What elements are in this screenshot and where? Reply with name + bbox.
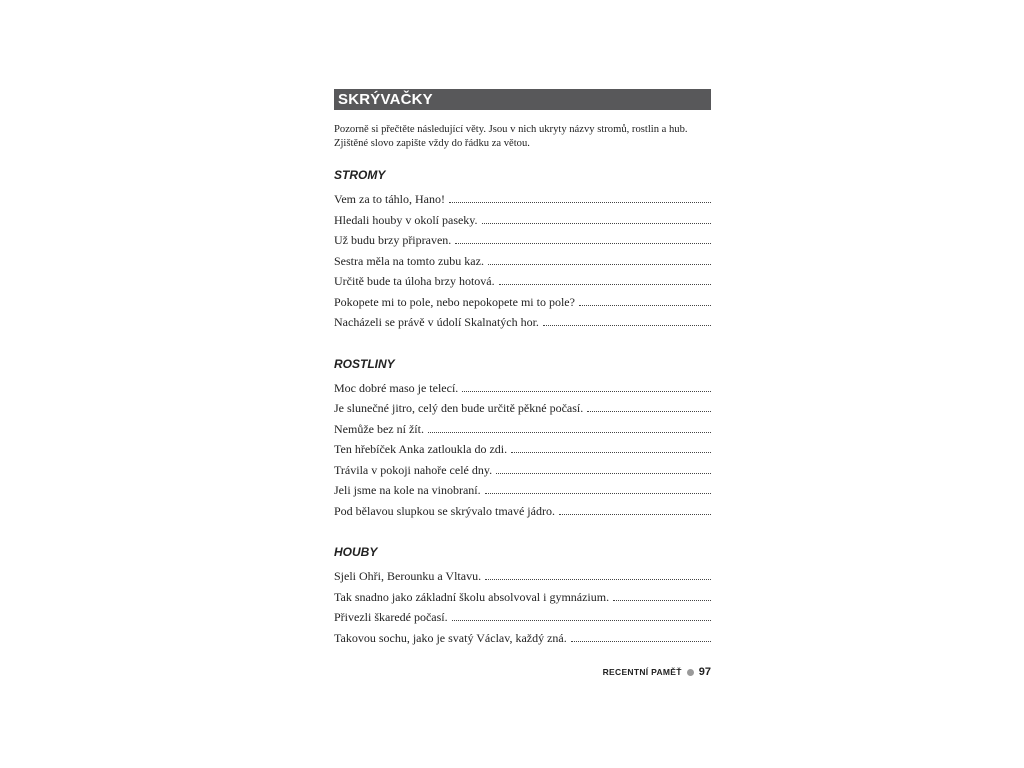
sentence: Je slunečné jitro, celý den bude určitě pěkné počasí.: [334, 401, 584, 415]
sentence: Vem za to táhlo, Hano!: [334, 192, 445, 206]
bullet-icon: [687, 669, 694, 676]
sentence: Hledali houby v okolí paseky.: [334, 212, 478, 227]
intro-text: Pozorně si přečtěte následující věty. Jsou v nich ukryty názvy stromů, rostlin a hub. Zjištěné slovo zapište vždy do řádku za větou.: [334, 124, 688, 149]
answer-field[interactable]: [485, 484, 711, 494]
exercise-line: [334, 192, 711, 213]
sentence: Ten hřebíček Anka zatloukla do zdi.: [334, 442, 508, 456]
answer-field[interactable]: [613, 591, 711, 601]
section-houby: [334, 545, 711, 651]
exercise-line: [334, 381, 711, 402]
section-title: STROMY: [334, 168, 386, 182]
answer-field[interactable]: [452, 611, 711, 621]
footer-label: RECENTNÍ PAMĚŤ: [602, 667, 682, 677]
sentence: Pod bělavou slupkou se skrývalo tmavé jádro.: [334, 503, 555, 518]
exercise-line: [334, 483, 711, 504]
exercise-line: [334, 569, 711, 590]
section-rostliny: [334, 357, 711, 525]
exercise-line: [334, 504, 711, 525]
answer-field[interactable]: [571, 632, 711, 642]
answer-field[interactable]: [455, 234, 711, 244]
answer-field[interactable]: [543, 316, 711, 326]
answer-field[interactable]: [485, 570, 711, 580]
page-title: SKRÝVAČKY: [338, 91, 433, 108]
exercise-line: [334, 315, 711, 336]
section-title: ROSTLINY: [334, 356, 395, 371]
sentence: Pokopete mi to pole, nebo nepokopete mi to pole?: [334, 294, 575, 309]
sentence: Takovou sochu, jako je svatý Václav, každý zná.: [334, 630, 567, 645]
answer-field[interactable]: [511, 443, 711, 453]
exercise-line: [334, 274, 711, 295]
sentence: Nacházeli se právě v údolí Skalnatých hor.: [334, 315, 539, 329]
answer-field[interactable]: [499, 275, 711, 285]
sentence: Moc dobré maso je telecí.: [334, 380, 459, 395]
answer-field[interactable]: [449, 193, 711, 203]
sentence: Trávila v pokoji nahoře celé dny.: [334, 462, 493, 477]
exercise-line: [334, 233, 711, 254]
page-content: [334, 89, 711, 651]
exercise-line: [334, 254, 711, 275]
answer-field[interactable]: [579, 296, 711, 306]
answer-field[interactable]: [587, 402, 711, 412]
section-title: HOUBY: [334, 545, 378, 559]
answer-field[interactable]: [496, 464, 711, 474]
answer-field[interactable]: [559, 505, 711, 515]
answer-field[interactable]: [428, 423, 711, 433]
answer-field[interactable]: [462, 382, 711, 392]
answer-field[interactable]: [482, 214, 711, 224]
sentence: Už budu brzy připraven.: [334, 233, 452, 247]
exercise-line: [334, 610, 711, 631]
sentence: Sjeli Ohři, Berounku a Vltavu.: [334, 569, 482, 583]
sentence: Přivezli škaredé počasí.: [334, 610, 448, 624]
sentence: Sestra měla na tomto zubu kaz.: [334, 253, 484, 268]
exercise-line: [334, 295, 711, 316]
exercise-line: [334, 213, 711, 234]
page-footer: [560, 666, 711, 678]
sentence: Určitě bude ta úloha brzy hotová.: [334, 274, 495, 288]
exercise-line: [334, 442, 711, 463]
sentence: Nemůže bez ní žít.: [334, 421, 424, 436]
exercise-line: [334, 463, 711, 484]
page-number: 97: [698, 666, 711, 678]
exercise-line: [334, 631, 711, 652]
sentence: Jeli jsme na kole na vinobraní.: [334, 483, 481, 497]
answer-field[interactable]: [488, 255, 711, 265]
exercise-line: [334, 590, 711, 611]
exercise-line: [334, 401, 711, 422]
title-bar: [334, 89, 711, 110]
sentence: Tak snadno jako základní školu absolvoval i gymnázium.: [334, 589, 610, 604]
exercise-line: [334, 422, 711, 443]
section-stromy: [334, 168, 711, 336]
